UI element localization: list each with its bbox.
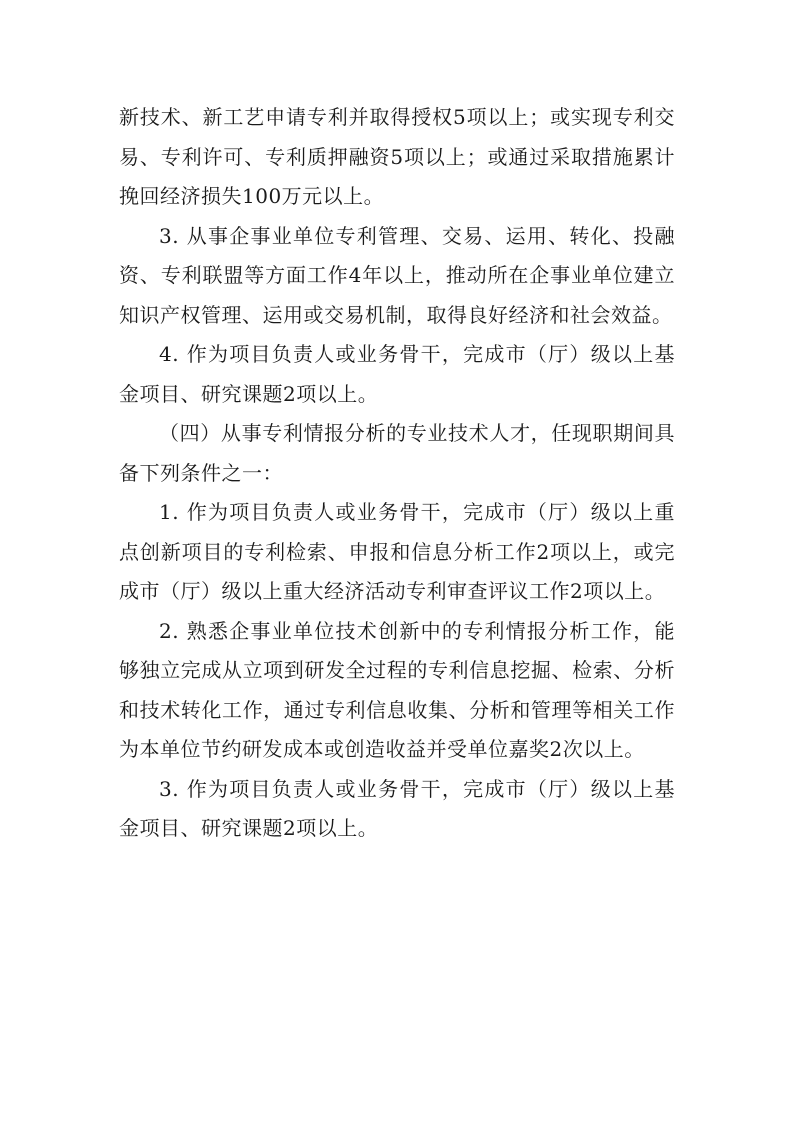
paragraph-item-3: 3. 从事企事业单位专利管理、交易、运用、转化、投融资、专利联盟等方面工作4年以上，推动所在企事业单位建立知识产权管理、运用或交易机制，取得良好经济和社会效益。 <box>119 223 675 327</box>
paragraph-item-2: 2. 熟悉企事业单位技术创新中的专利情报分析工作，能够独立完成从立项到研发全过程的专利信息挖掘、检索、分析和技术转化工作，通过专利信息收集、分析和管理等相关工作为本单位节约研发成本或创造收益并受单位嘉奖2次以上。 <box>119 618 675 761</box>
document-body <box>119 98 675 849</box>
paragraph-item-3b: 3. 作为项目负责人或业务骨干，完成市（厅）级以上基金项目、研究课题2项以上。 <box>119 776 675 840</box>
paragraph-item-1: 1. 作为项目负责人或业务骨干，完成市（厅）级以上重点创新项目的专利检索、申报和信息分析工作2项以上，或完成市（厅）级以上重大经济活动专利审查评议工作2项以上。 <box>119 500 675 603</box>
paragraph-item-4: 4. 作为项目负责人或业务骨干，完成市（厅）级以上基金项目、研究课题2项以上。 <box>119 342 675 406</box>
section-heading-4: （四）从事专利情报分析的专业技术人才，任现职期间具备下列条件之一： <box>119 421 675 485</box>
paragraph-continuation: 新技术、新工艺申请专利并取得授权5项以上；或实现专利交易、专利许可、专利质押融资5项以上；或通过采取措施累计挽回经济损失100万元以上。 <box>119 105 675 208</box>
